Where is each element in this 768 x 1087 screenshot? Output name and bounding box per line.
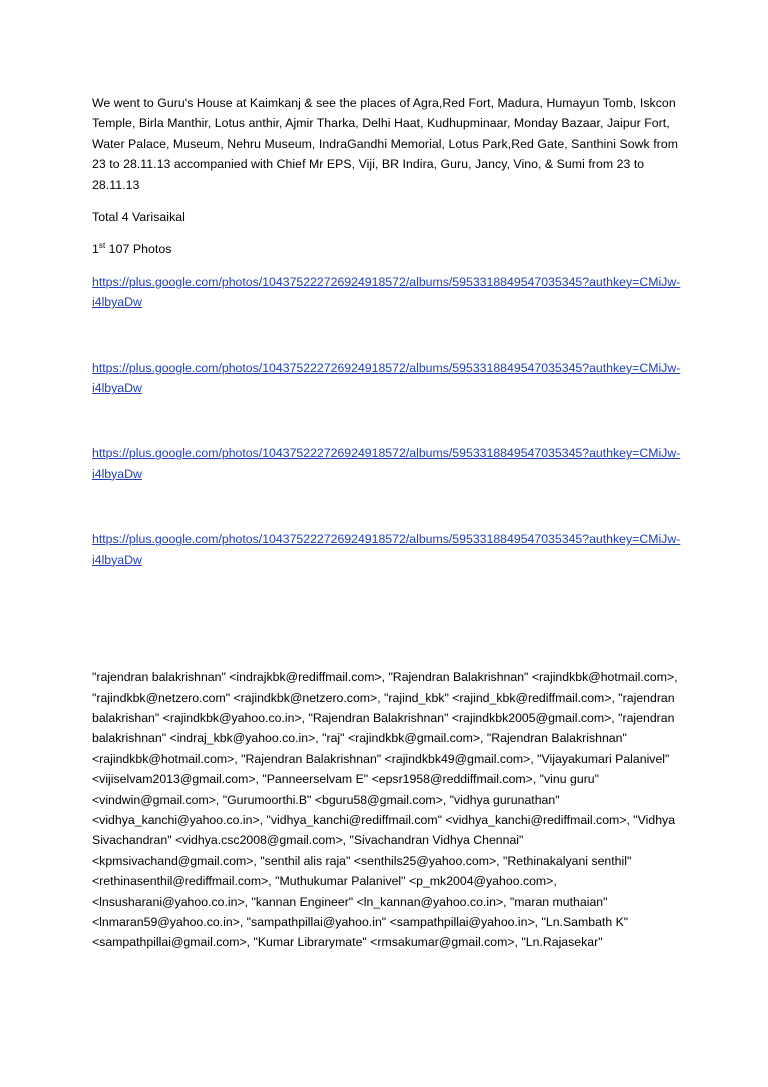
album-link-3[interactable]: https://plus.google.com/photos/104375222726924918572/albums/5953318849547035345?authkey=CMiJw-i4lbyaDw	[92, 446, 681, 481]
count-text: 107 Photos	[105, 242, 172, 257]
album-link-2[interactable]: https://plus.google.com/photos/104375222726924918572/albums/5953318849547035345?authkey=CMiJw-i4lbyaDw	[92, 360, 681, 396]
blank-gap	[92, 570, 688, 667]
total-line: Total 4 Varisaikal	[92, 210, 185, 225]
count-number: 1	[92, 242, 99, 257]
link-spacer	[92, 313, 688, 358]
album-link-1[interactable]: https://plus.google.com/photos/104375222726924918572/albums/5953318849547035345?authkey=CMiJw-i4lbyaDw	[92, 274, 681, 310]
link-spacer	[92, 484, 688, 529]
album-link-4[interactable]: https://plus.google.com/photos/104375222726924918572/albums/5953318849547035345?authkey=CMiJw-i4lbyaDw	[92, 532, 681, 567]
email-list: "rajendran balakrishnan" <indrajkbk@rediffmail.com>, "Rajendran Balakrishnan" <rajindkbk@hotmail.com>, "rajindkbk@netzero.com" <rajindkbk@netzero.com>, "rajind_kbk" <rajind_kbk@rediffmail.com>, "rajendran balakrishan" <rajindkbk@yahoo.co.in>, "Rajendran Balakrishnan" <rajindkbk2005@gmail.com>, "rajendran balakrishnan" <indraj_kbk@yahoo.co.in>, "raj" <rajindkbk@gmail.com>, "Rajendran Balakrishnan" <rajindkbk@hotmail.com>, "Rajendran Balakrishnan" <rajindkbk49@gmail.com>, "Vijayakumari Palanivel" <vijiselvam2013@gmail.com>, "Panneerselvam E" <epsr1958@reddiffmail.com>, "vinu guru" <vindwin@gmail.com>, "Gurumoorthi.B" <bguru58@gmail.com>, "vidhya gurunathan" <vidhya_kanchi@yahoo.co.in>, "vidhya_kanchi@rediffmail.com" <vidhya_kanchi@rediffmail.com>, "Vidhya Sivachandran" <vidhya.csc2008@gmail.com>, "Sivachandran Vidhya Chennai" <kpmsivachand@gmail.com>, "senthil alis raja" <senthils25@yahoo.com>, "Rethinakalyani senthil" <rethinasenthil@rediffmail.com>, "Muthukumar Palanivel" <p_mk2004@yahoo.com>, <lnsusharani@yahoo.co.in>, "kannan Engineer" <ln_kannan@yahoo.co.in>, "maran muthaian" <lnmaran59@yahoo.co.in>, "sampathpillai@yahoo.in" <sampathpillai@yahoo.in>, "Ln.Sambath K" <sampathpillai@gmail.com>, "Kumar Librarymate" <rmsakumar@gmail.com>, "Ln.Rajasekar"	[92, 670, 678, 950]
photo-count-line	[92, 239, 688, 259]
intro-paragraph: We went to Guru's House at Kaimkanj & see the places of Agra,Red Fort, Madura, Humayun Tomb, Iskcon Temple, Birla Manthir, Lotus anthir, Ajmir Tharka, Delhi Haat, Kudhupminaar, Monday Bazaar, Jaipur Fort, Water Palace, Museum, Nehru Museum, IndraGandhi Memorial, Lotus Park,Red Gate, Santhini Sowk from 23 to 28.11.13 accompanied with Chief Mr EPS, Viji, BR Indira, Guru, Jancy, Vino, & Sumi from 23 to 28.11.13	[92, 96, 679, 192]
link-spacer	[92, 398, 688, 443]
album-links	[92, 272, 688, 570]
count-suffix: st	[98, 241, 106, 251]
